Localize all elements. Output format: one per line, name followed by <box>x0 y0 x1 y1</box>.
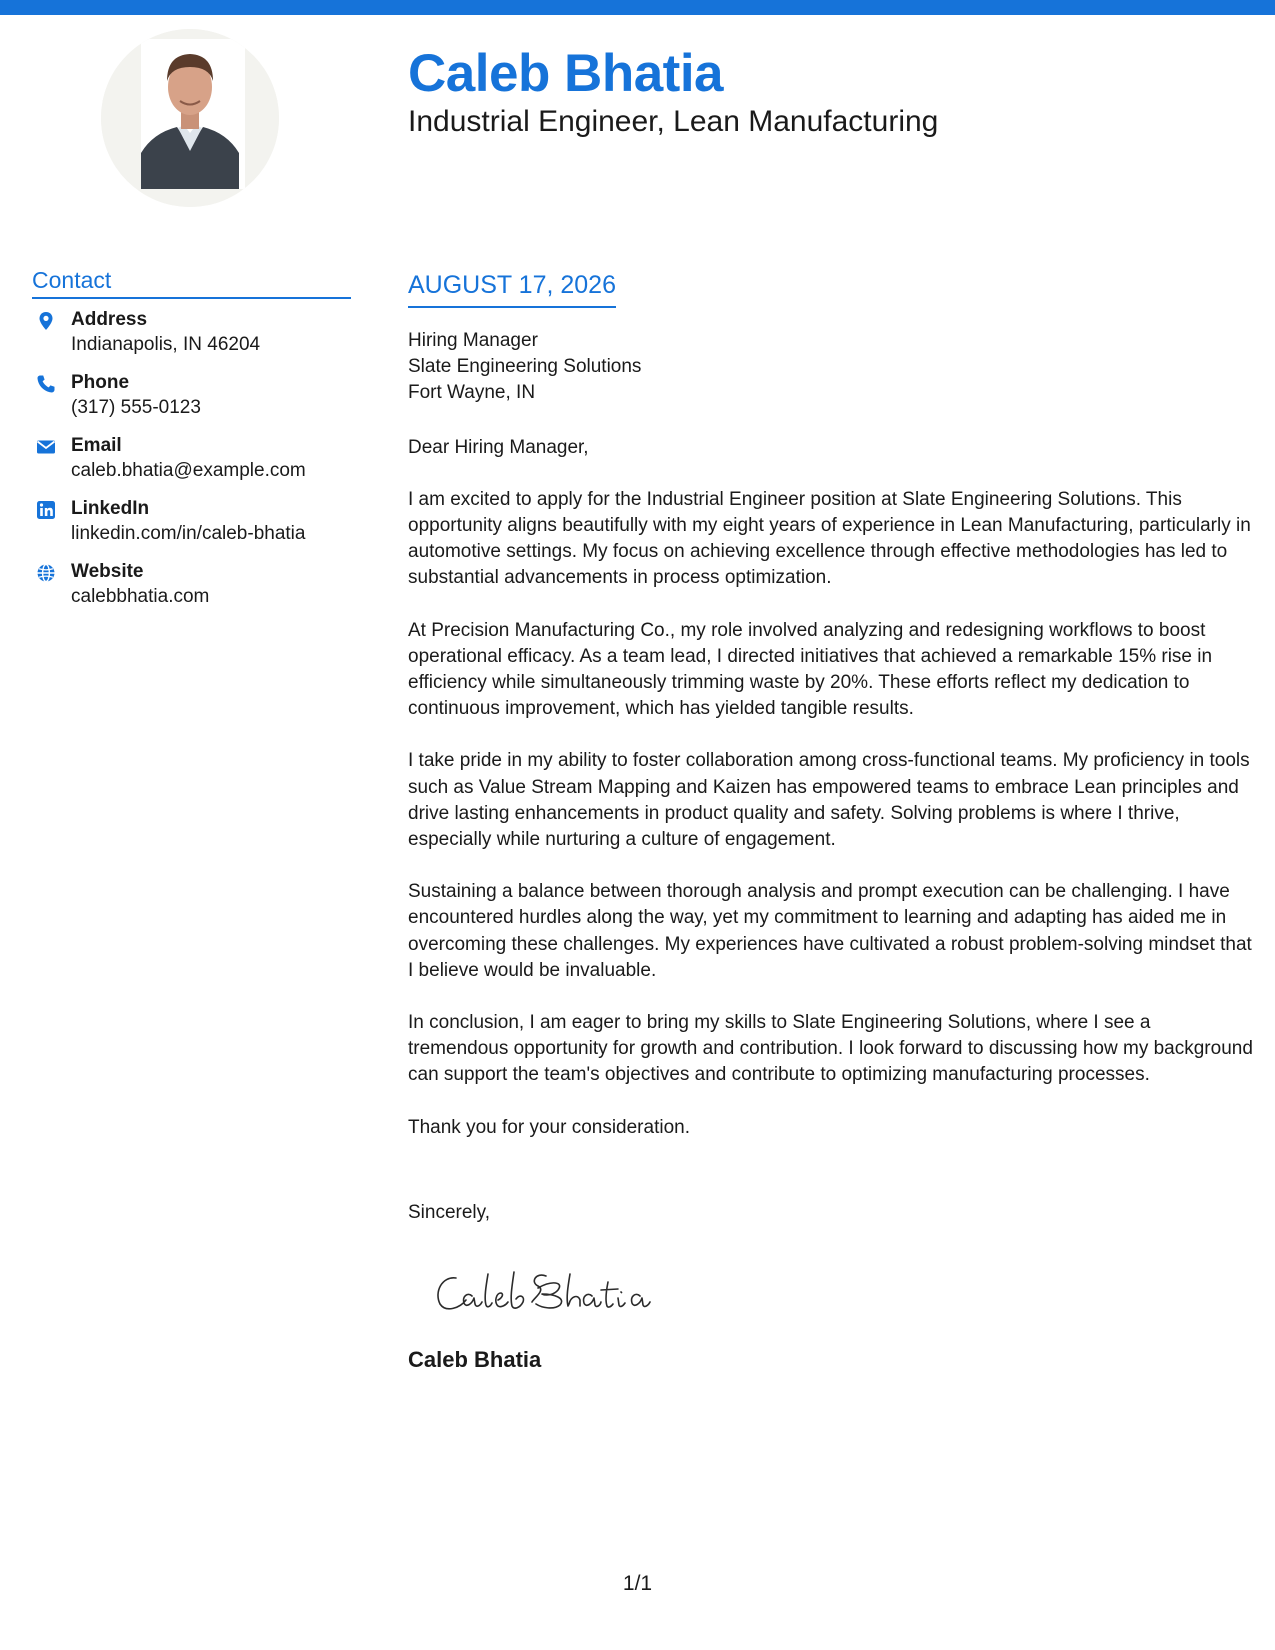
contact-value: (317) 555-0123 <box>71 397 201 418</box>
contact-value: linkedin.com/in/caleb-bhatia <box>71 523 306 544</box>
letter-paragraph: Thank you for your consideration. <box>408 1116 690 1138</box>
contact-value: caleb.bhatia@example.com <box>71 460 306 481</box>
contact-label: Email <box>71 435 122 456</box>
recipient-line: Fort Wayne, IN <box>408 382 536 404</box>
applicant-title: Industrial Engineer, Lean Manufacturing <box>408 105 939 138</box>
linkedin-icon <box>36 500 56 520</box>
contact-label: LinkedIn <box>71 498 150 519</box>
contact-item-linkedin <box>32 497 362 560</box>
profile-photo <box>101 29 279 207</box>
applicant-name: Caleb Bhatia <box>408 44 724 103</box>
contact-label: Address <box>71 309 148 330</box>
recipient-line: Hiring Manager <box>408 330 538 351</box>
contact-item-phone <box>32 371 362 434</box>
letter-date: AUGUST 17, 2026 <box>408 269 616 308</box>
contact-heading: Contact <box>32 265 351 299</box>
contact-item-website <box>32 560 362 623</box>
letter-paragraph: I take pride in my ability to foster collaboration among cross-functional teams. My proficiency in tools such as Value Stream Mapping and Kaizen has empowered teams to embrace Lean principles and drive lasting enhancements in product quality and safety. Solving problems is where I thrive, especially while nurturing a culture of engagement. <box>408 750 1250 851</box>
location-pin-icon <box>36 311 56 331</box>
recipient-line: Slate Engineering Solutions <box>408 356 642 378</box>
contact-item-email <box>32 434 362 497</box>
handwritten-signature <box>428 1258 668 1318</box>
letter-paragraph: Sustaining a balance between thorough analysis and prompt execution can be challenging. I have encountered hurdles along the way, yet my commitment to learning and adapting has aided me in overcoming these challenges. My experiences have cultivated a robust problem-solving mindset that I believe would be invaluable. <box>408 881 1252 981</box>
contact-list <box>32 308 362 623</box>
letter-body <box>408 328 1253 1141</box>
recipient-block <box>408 328 1253 407</box>
letter-paragraph: At Precision Manufacturing Co., my role involved analyzing and redesigning workflows to boost operational efficacy. As a team lead, I directed initiatives that achieved a remarkable 15% rise in efficiency while simultaneously trimming waste by 20%. These efforts reflect my dedication to continuous improvement, which has yielded tangible results. <box>408 619 1213 720</box>
envelope-icon <box>36 437 56 457</box>
contact-value: calebbhatia.com <box>71 586 210 607</box>
contact-item-address <box>32 308 362 371</box>
contact-value: Indianapolis, IN 46204 <box>71 334 261 355</box>
closing: Sincerely, <box>408 1202 491 1223</box>
phone-icon <box>36 374 56 394</box>
signer-name: Caleb Bhatia <box>408 1347 542 1372</box>
contact-label: Phone <box>71 372 130 393</box>
letter-paragraph: In conclusion, I am eager to bring my skills to Slate Engineering Solutions, where I see a tremendous opportunity for growth and contribution. I look forward to discussing how my background can support the team's objectives and contribute to optimizing manufacturing processes. <box>408 1012 1253 1086</box>
contact-label: Website <box>71 561 144 582</box>
globe-icon <box>36 563 56 583</box>
page-number: 1/1 <box>622 1572 653 1595</box>
top-accent-bar <box>0 0 1275 15</box>
salutation: Dear Hiring Manager, <box>408 436 589 458</box>
letter-paragraph: I am excited to apply for the Industrial Engineer position at Slate Engineering Solutions. This opportunity aligns beautifully with my eight years of experience in Lean Manufacturing, particularly in automotive settings. My focus on achieving excellence through effective methodologies has led to substantial advancements in process optimization. <box>408 488 1251 589</box>
